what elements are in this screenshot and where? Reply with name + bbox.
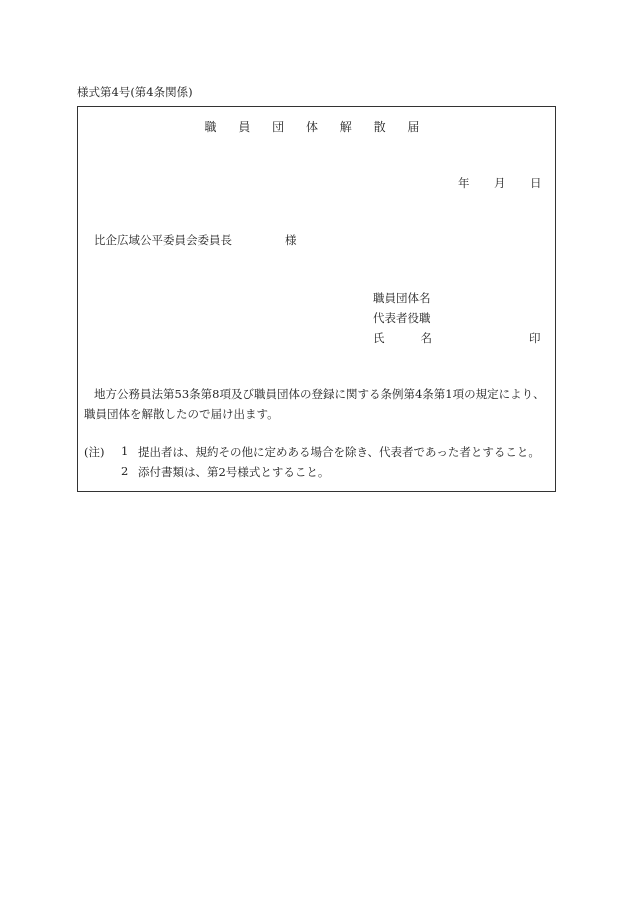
date-month-label: 月: [494, 176, 506, 190]
note-number-2: 2: [121, 464, 129, 478]
name-label-first: 氏: [373, 331, 385, 345]
name-label-second: 名: [420, 331, 432, 345]
note-number-1: 1: [121, 444, 129, 458]
representative-title-label: 代表者役職: [373, 311, 431, 325]
name-label: [373, 330, 432, 346]
organization-name-label: 職員団体名: [373, 291, 431, 305]
notes-tag: (注): [84, 445, 105, 459]
body-text-line-2: 職員団体を解散したので届け出ます。: [84, 407, 279, 421]
form-number-label: 様式第4号(第4条関係): [77, 85, 193, 99]
note-text-1: 提出者は、規約その他に定めある場合を除き、代表者であった者とすること。: [138, 445, 540, 459]
note-text-2: 添付書類は、第2号様式とすること。: [138, 465, 330, 479]
date-day-label: 日: [530, 176, 542, 190]
recipient-title: 比企広域公平委員会委員長: [94, 233, 232, 247]
form-frame: [77, 106, 556, 492]
body-text-line-1: 地方公務員法第53条第8項及び職員団体の登録に関する条例第4条第1項の規定により、: [94, 387, 545, 401]
seal-mark: 印: [529, 331, 541, 345]
date-year-label: 年: [458, 176, 470, 190]
document-title: 職 員 団 体 解 散 届: [204, 120, 429, 134]
recipient-honorific: 様: [285, 233, 297, 247]
